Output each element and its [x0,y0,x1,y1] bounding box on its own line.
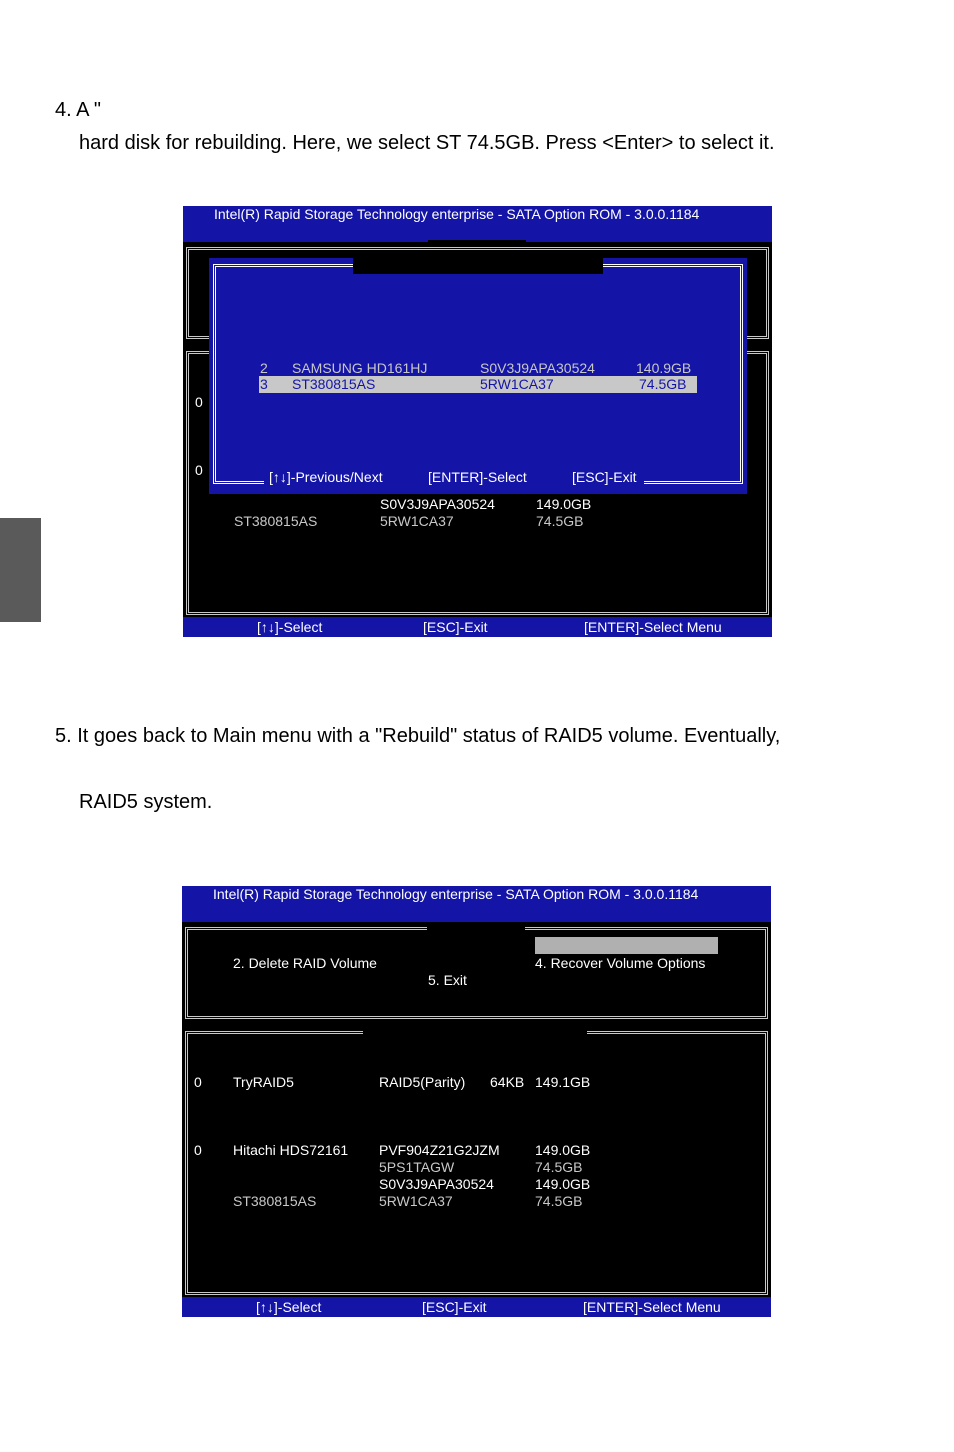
disk-serial: 5RW1CA37 [380,513,454,529]
step5-text-line3: RAID5 system. [79,791,213,813]
bottom-help-bar [183,617,772,637]
menu-highlight[interactable] [535,937,718,954]
help-nav: [↑↓]-Previous/Next [269,469,383,485]
disk-serial: S0V3J9APA30524 [379,1176,494,1192]
disk-port: 0 [194,1142,202,1158]
title-text: Intel(R) Rapid Storage Technology enterprise - SATA Option ROM - 3.0.0.1184 [213,886,699,902]
dialog-header [353,258,603,274]
step4-text-line1: 4. A " [55,99,102,121]
menu-exit[interactable]: 5. Exit [428,972,467,988]
title-bar [183,206,772,242]
disk-model: SAMSUNG HD161HJ [292,360,428,376]
disk-serial: S0V3J9APA30524 [480,360,595,376]
disk-port: 3 [260,376,268,392]
disk-size: 149.0GB [535,1176,591,1192]
help-exit: [ESC]-Exit [422,1299,487,1315]
title-bar [182,886,771,922]
volume-size: 149.1GB [535,1074,591,1090]
step4-text-line2: hard disk for rebuilding. Here, we select ST 74.5GB. Press <Enter> to select it. [79,132,775,154]
volume-name: TryRAID5 [233,1074,294,1090]
disk-serial: 5RW1CA37 [379,1193,453,1209]
disk-marker: 0 [195,462,203,478]
disk-serial: PVF904Z21G2JZM [379,1142,500,1158]
help-select: [↑↓]-Select [257,619,323,635]
disk-model: Hitachi HDS72161 [233,1142,349,1158]
menu-tab-gap [428,240,526,244]
volume-marker: 0 [195,394,203,410]
disk-size: 149.0GB [536,496,592,512]
bottom-help-bar [182,1297,771,1317]
disk-model: ST380815AS [233,1193,317,1209]
disk-size: 74.5GB [639,376,687,392]
menu-title-gap [427,924,525,932]
help-select-menu: [ENTER]-Select Menu [584,619,722,635]
help-enter: [ENTER]-Select [428,469,527,485]
volume-strip: 64KB [490,1074,525,1090]
menu-recover-options[interactable]: 4. Recover Volume Options [535,955,706,971]
disk-option-3-selected[interactable] [259,376,697,393]
disk-serial: 5RW1CA37 [480,376,554,392]
step5-text-line1: 5. It goes back to Main menu with a "Rebuild" status of RAID5 volume. Eventually, [55,725,781,747]
disk-size: 74.5GB [535,1193,583,1209]
chapter-side-tab [0,518,41,622]
disk-size: 140.9GB [636,360,692,376]
volume-id: 0 [194,1074,202,1090]
disk-port: 2 [260,360,268,376]
disk-serial: S0V3J9APA30524 [380,496,495,512]
menu-delete-raid[interactable]: 2. Delete RAID Volume [233,955,377,971]
volume-level: RAID5(Parity) [379,1074,466,1090]
disk-model: ST380815AS [234,513,318,529]
disk-size: 149.0GB [535,1142,591,1158]
bios-screen-main-menu [182,886,771,1317]
help-select-menu: [ENTER]-Select Menu [583,1299,721,1315]
help-exit: [ESC]-Exit [423,619,488,635]
disk-size: 74.5GB [535,1159,583,1175]
bios-screen-recover-select [183,206,772,637]
volume-title-gap [363,1028,587,1036]
help-esc: [ESC]-Exit [572,469,637,485]
title-text: Intel(R) Rapid Storage Technology enterprise - SATA Option ROM - 3.0.0.1184 [214,206,700,222]
disk-info-frame [185,1031,768,1295]
select-disk-dialog [209,258,747,494]
help-select: [↑↓]-Select [256,1299,322,1315]
disk-model: ST380815AS [292,376,376,392]
disk-serial: 5PS1TAGW [379,1159,455,1175]
disk-size: 74.5GB [536,513,584,529]
